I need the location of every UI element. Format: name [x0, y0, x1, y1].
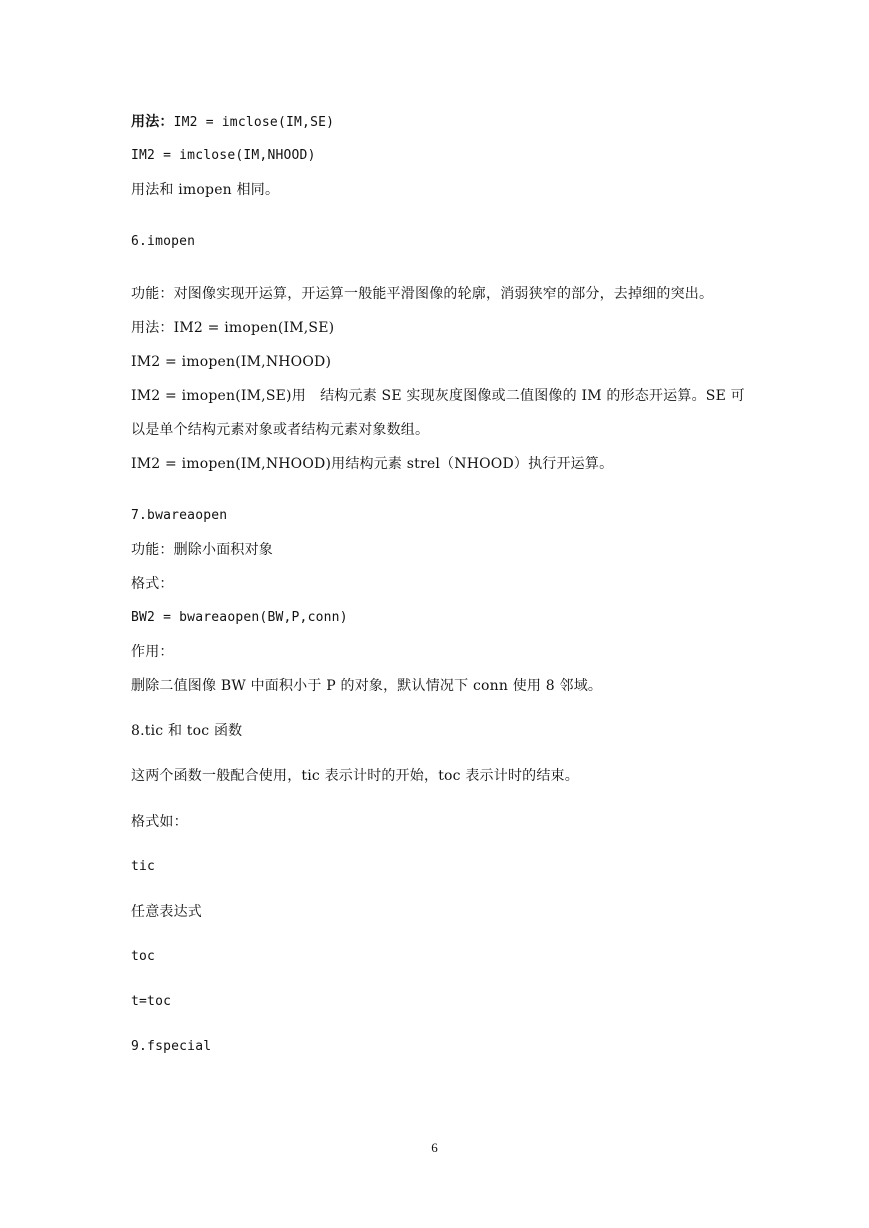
- bwareaopen-format-label: 格式：: [131, 576, 174, 592]
- usage-label: 用法：: [131, 114, 174, 130]
- tictoc-desc: 这两个函数一般配合使用，tic 表示计时的开始，toc 表示计时的结束。: [131, 768, 579, 784]
- bwareaopen-effect-label: 作用：: [131, 644, 174, 660]
- page-number: 6: [431, 1140, 438, 1155]
- tictoc-line-t-toc: t=toc: [131, 994, 172, 1009]
- bwareaopen-effect: 删除二值图像 BW 中面积小于 P 的对象，默认情况下 conn 使用 8 邻域。: [131, 678, 603, 694]
- imopen-usage1: 用法：IM2 = imopen(IM,SE): [131, 320, 335, 336]
- imclose-usage-line1: [131, 113, 334, 132]
- imopen-usage2: IM2 = imopen(IM,NHOOD): [131, 354, 332, 370]
- imopen-desc1: IM2 = imopen(IM,SE)用 结构元素 SE 实现灰度图像或二值图像的 IM 的形态开运算。SE 可: [131, 388, 745, 404]
- imopen-heading: 6.imopen: [131, 234, 196, 249]
- tictoc-format-label: 格式如：: [131, 814, 188, 830]
- fspecial-heading: 9.fspecial: [131, 1039, 212, 1054]
- imclose-usage-line2: IM2 = imclose(IM,NHOOD): [131, 148, 316, 163]
- bwareaopen-heading: 7.bwareaopen: [131, 508, 228, 523]
- bwareaopen-function: 功能：删除小面积对象: [131, 542, 273, 558]
- tictoc-line-toc: toc: [131, 949, 156, 964]
- imopen-desc3: IM2 = imopen(IM,NHOOD)用结构元素 strel（NHOOD）执行开运算。: [131, 456, 614, 472]
- tictoc-line-expression: 任意表达式: [131, 904, 202, 920]
- imclose-note: 用法和 imopen 相同。: [131, 182, 280, 198]
- imopen-desc2: 以是单个结构元素对象或者结构元素对象数组。: [131, 422, 430, 438]
- tictoc-heading: 8.tic 和 toc 函数: [131, 723, 243, 739]
- tictoc-line-tic: tic: [131, 859, 156, 874]
- bwareaopen-format: BW2 = bwareaopen(BW,P,conn): [131, 610, 348, 625]
- imopen-function: 功能：对图像实现开运算，开运算一般能平滑图像的轮廓，消弱狭窄的部分，去掉细的突出。: [131, 286, 714, 302]
- imclose-usage-code1: IM2 = imclose(IM,SE): [173, 115, 335, 130]
